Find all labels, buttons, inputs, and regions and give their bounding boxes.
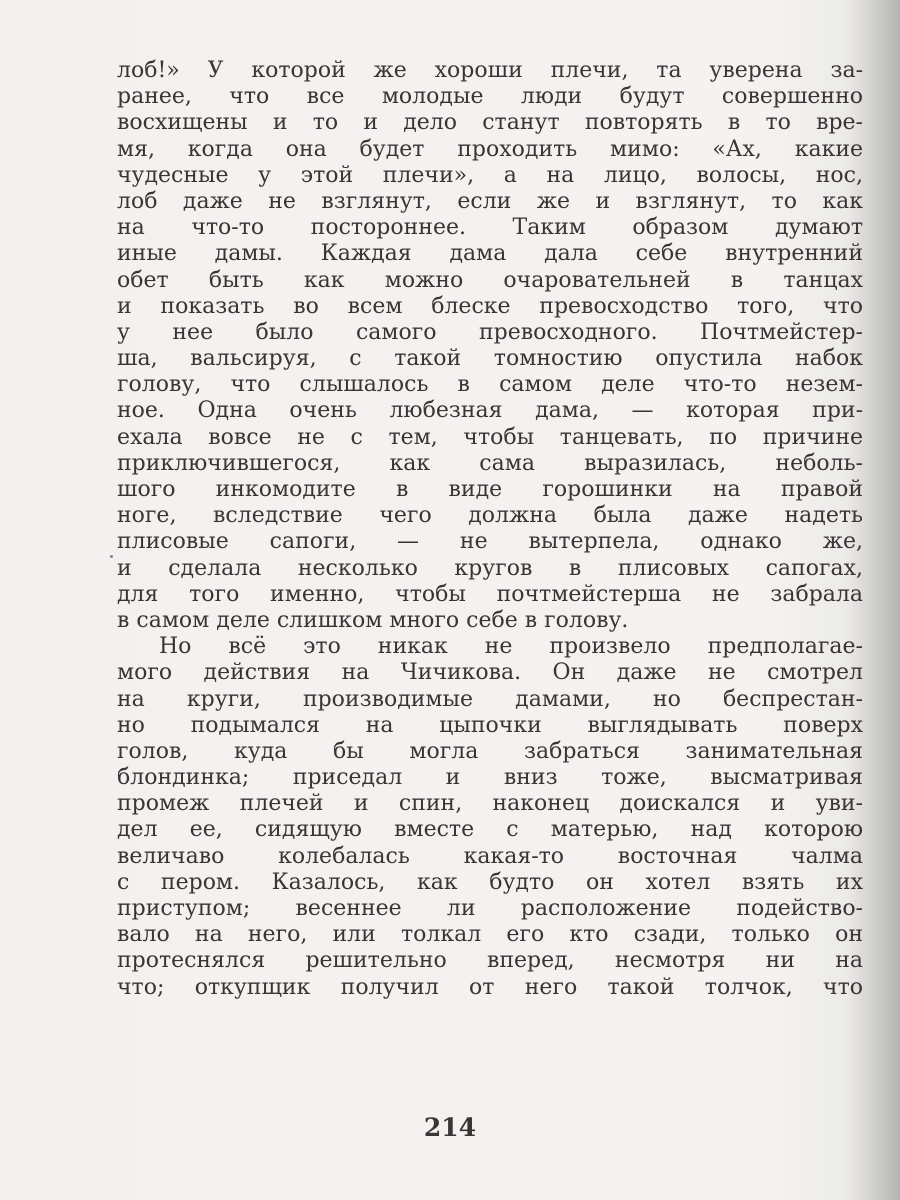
text-line: ехала вовсе не с тем, чтобы танцевать, по причине xyxy=(117,424,863,450)
text-line: мя, когда она будет проходить мимо: «Ах, какие xyxy=(117,136,863,162)
text-line: лоб даже не взглянут, если же и взглянут, то как xyxy=(117,188,863,214)
text-line: восхищены и то и дело станут повторять в то вре- xyxy=(117,110,863,136)
text-line: ное. Одна очень любезная дама, — которая при- xyxy=(117,398,863,424)
text-line: ноге, вследствие чего должна была даже надеть xyxy=(117,503,863,529)
text-line: протеснялся решительно вперед, несмотря ни на xyxy=(117,948,863,974)
text-line: на круги, производимые дамами, но беспрестан- xyxy=(117,686,863,712)
text-line: вало на него, или толкал его кто сзади, только он xyxy=(117,922,863,948)
text-line: и показать во всем блеске превосходство того, что xyxy=(117,293,863,319)
text-line: для того именно, чтобы почтмейстерша не забрала xyxy=(117,581,863,607)
text-line: но подымался на цыпочки выглядывать поверх xyxy=(117,712,863,738)
page-number: 214 xyxy=(423,1113,477,1142)
text-line: с пером. Казалось, как будто он хотел взять их xyxy=(117,869,863,895)
text-line: иные дамы. Каждая дама дала себе внутренний xyxy=(117,241,863,267)
text-line: и сделала несколько кругов в плисовых сапогах, xyxy=(117,555,863,581)
text-line: дел ее, сидящую вместе с матерью, над которою xyxy=(117,817,863,843)
text-line: промеж плечей и спин, наконец доискался и уви- xyxy=(117,791,863,817)
text-line: приступом; весеннее ли расположение подейство- xyxy=(117,896,863,921)
text-line: величаво колебалась какая-то восточная чалма xyxy=(117,843,863,869)
text-line: лоб!» У которой же хороши плечи, та уверена за- xyxy=(117,58,863,83)
text-line: приключившегося, как сама выразилась, неболь- xyxy=(117,450,863,476)
text-line: мого действия на Чичикова. Он даже не смотрел xyxy=(117,660,863,686)
text-line: в самом деле слишком много себе в голову. xyxy=(117,607,629,633)
text-line: плисовые сапоги, — не вытерпела, однако же, xyxy=(117,529,863,555)
text-line: у нее было самого превосходного. Почтмейстер- xyxy=(117,319,863,345)
text-line: шого инкомодите в виде горошинки на правой xyxy=(117,477,863,502)
text-line: обет быть как можно очаровательней в танцах xyxy=(117,267,863,293)
text-line: голов, куда бы могла забраться занимательная xyxy=(117,738,863,764)
text-line: голову, что слышалось в самом деле что-то незем- xyxy=(117,372,863,398)
text-line: Но всё это никак не произвело предполагае- xyxy=(159,634,863,660)
text-line: блондинка; приседал и вниз тоже, высматривая xyxy=(117,765,863,791)
book-page-text xyxy=(117,58,863,1001)
text-line: ша, вальсируя, с такой томностию опустила набок xyxy=(117,346,863,372)
text-line: что; откупщик получил от него такой толчок, что xyxy=(117,974,863,1000)
text-line: чудесные у этой плечи», а на лицо, волосы, нос, xyxy=(117,162,863,188)
text-line: на что-то постороннее. Таким образом думают xyxy=(117,215,863,241)
scan-speck xyxy=(110,555,113,558)
text-line: ранее, что все молодые люди будут совершенно xyxy=(117,84,863,110)
